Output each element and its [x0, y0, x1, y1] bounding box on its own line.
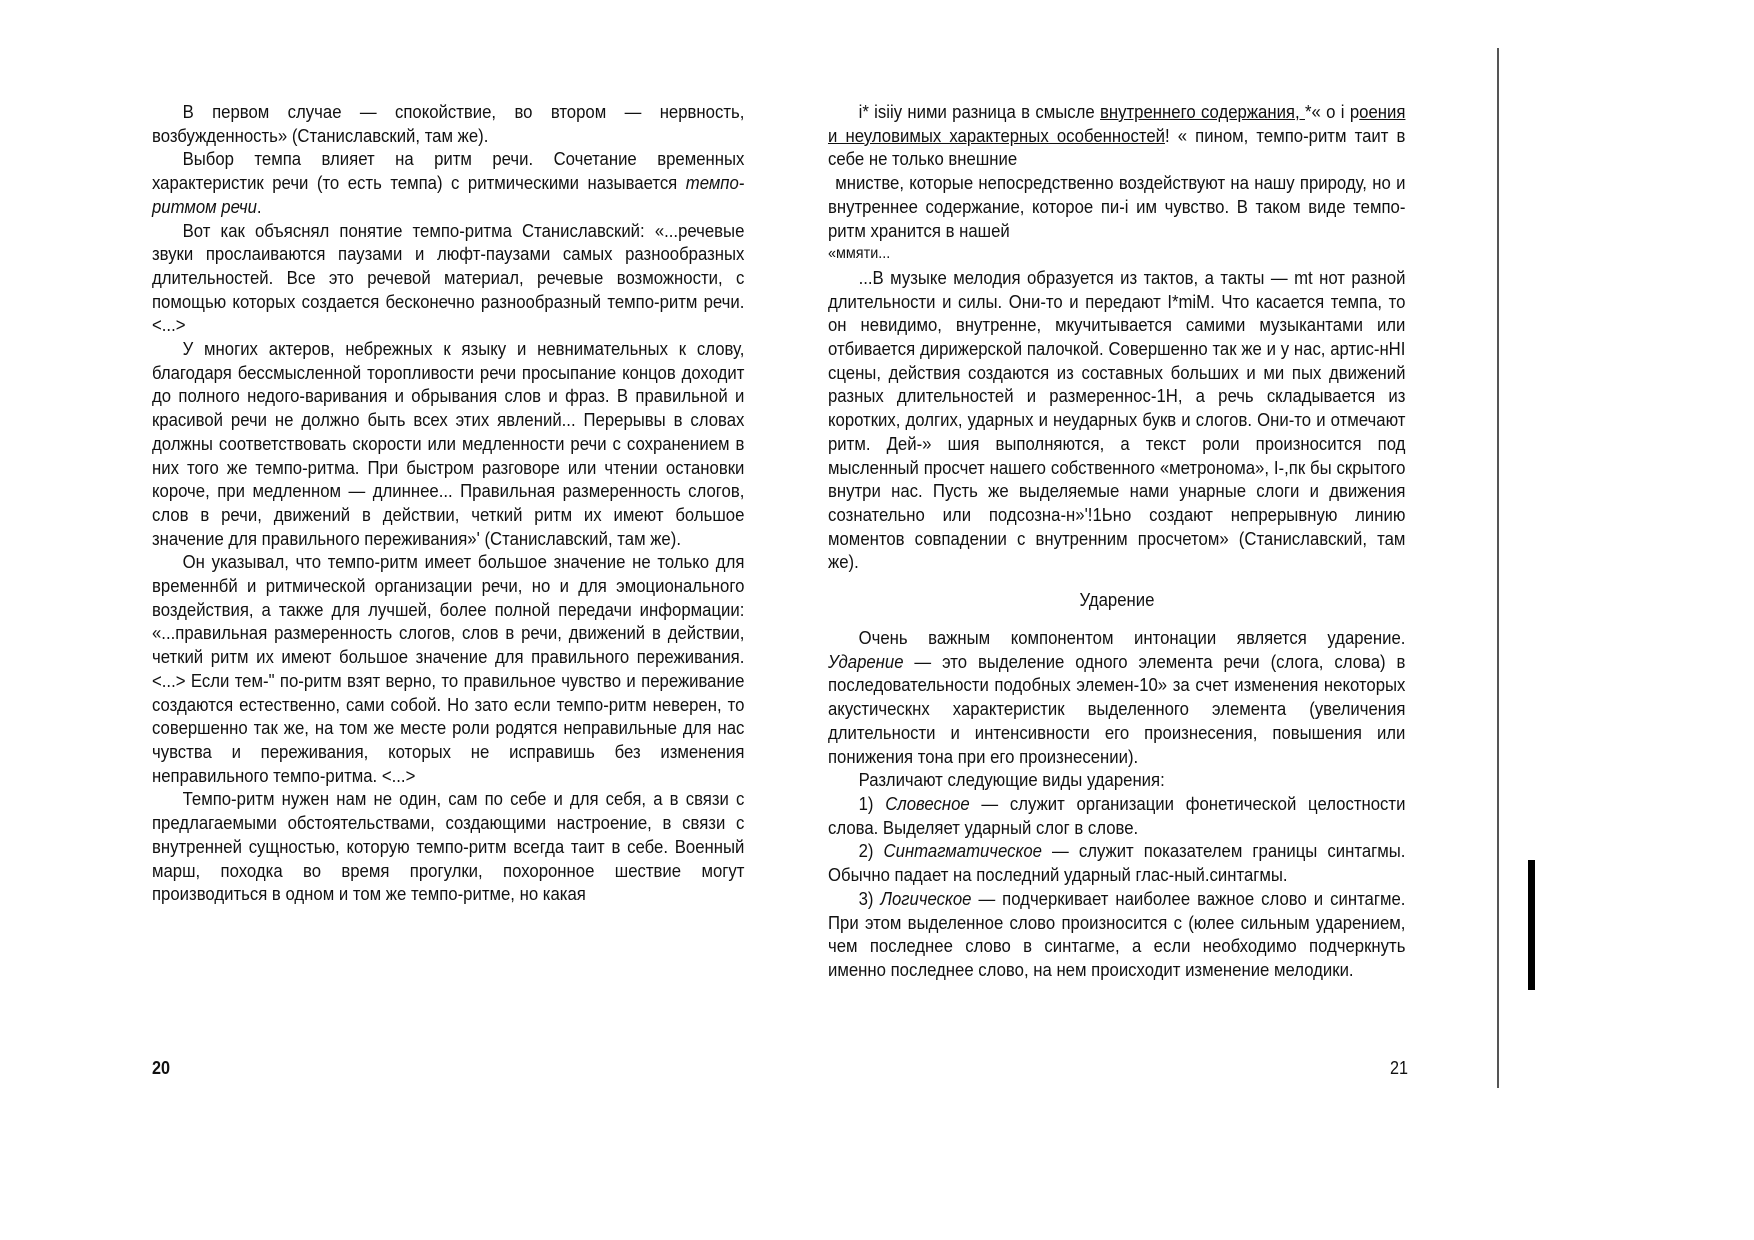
right-p5-a: Очень важным компонентом интонации является ударение. — [858, 627, 1406, 649]
right-paragraph-3: «ммяти... — [828, 245, 891, 263]
book-spine-line — [1497, 48, 1499, 1088]
left-paragraph-4: У многих актеров, небрежных к языку и невнимательных к слову, благодаря бессмысленной торопливости речи просыпание концов доходит до полного недого-варивания и обрывания слов и фраз. В правильной и красивой речи не должно быть всех этих явлений... Перерывы в словах должны соответствовать скорости или медленности речи с сохранением в них того же темпо-ритма. При быстром разговоре или чтении остановки короче, при медленном — длиннее... Правильная размеренность слогов, слов в речи, движений в действии, четкий ритм их имеют большое значение для правильного переживания»' (Станиславский, там же). — [152, 338, 745, 549]
right-p1-pre: i* isiiy ними разница в смысле — [858, 101, 1101, 122]
right-p5-b: — это выделение одного элемента речи (слога, слова) в последовательности подобных элемен-10» за счет изменения некоторых акустическнх характеристик выделенного элемента (увеличения длительности и интенсивности его произнесения, повышения или понижения тона при его произнесении). — [828, 650, 1406, 767]
left-paragraph-5: Он указывал, что темпо-ритм имеет большое значение не только для временнбй и ритмической организации речи, но и для эмоционального воздействия, а также для лучшей, более полной передачи информации: «...правильная размеренность слогов, слов в речи, движений в действии, четкий ритм их имеют большое значение для правильного переживания. <...> Если тем-" по-ритм взят верно, то правильное чувство и переживание создаются естественно, сами собой. Но зато если темпо-ритм неверен, то совершенно так же, на том же месте роли родятся неправильные для нас чувства и переживания, которых не исправишь без изменения неправильного темпо-ритма. <...> — [152, 551, 745, 786]
section-heading: Ударение — [1079, 589, 1155, 611]
right-paragraph-2: мнистве, которые непосредственно воздействуют на нашу природу, но и внутреннее содержание, которое пи-і им чувство. В таком виде темпо-ритм хранится в нашей — [828, 172, 1406, 241]
right-paragraph-4: ...В музыке мелодия образуется из тактов, а такты — mt нот разной длительности и силы. Они-то и передают I*miM. Что касается темпа, то он невидимо, внутренне, мкучитывается самими музыкантами или отбивается дирижерской палочкой. Совершенно так же и у нас, артис-нНI сцены, действия создаются из составных больших и ми пых движений разных длительностей и размереннос-1Н, а речь складывается из коротких, долгих, ударных и неударных букв и слогов. Они-то и отмечают ритм. Дей-» шия выполняются, а текст роли произносится под мысленный просчет нашего собственного «метронома», I-,пк бы скрытого внутри нас. Пусть же выделяемые нами унарные слоги и движения сознательно или подсозна-н»'!1Ьно создают непрерывную линию моментов совпадении с внутренним просчетом» (Станиславский, там же). — [828, 266, 1406, 573]
left-paragraph-1: В первом случае — спокойствие, во втором — нервность, возбужденность» (Станиславский, там же). — [152, 101, 745, 146]
list-item-3-term: Логическое — [880, 887, 972, 909]
list-item-3-text: — подчеркивает наиболее важное слово и синтагме. При этом выделенное слово произносится с (юлее сильным ударением, чем последнее слово в синтагме, а если необходимо подчеркнуть именно последнее слово, на нем происходит изменение мелодики. — [828, 887, 1406, 980]
left-page — [152, 100, 745, 906]
right-paragraph-5 — [828, 626, 1405, 768]
list-item-1 — [828, 792, 1405, 839]
right-p1-post: ! « пином, темпо-ритм таит в себе не только внешние — [828, 124, 1406, 170]
term-tempo-rhythm: темпо-ритмом речи — [152, 172, 745, 217]
list-item-1-num: 1) — [858, 792, 874, 814]
list-item-2-text: — служит показателем границы синтагмы. Обычно падает на последний ударный глас-ный.синтагмы. — [828, 840, 1406, 886]
right-p1-underline-2: оения и неуловимых характерных особенностей — [828, 101, 1406, 146]
list-item-2-term: Синтагматическое — [883, 840, 1042, 862]
list-item-3 — [828, 887, 1405, 982]
list-item-2 — [828, 839, 1405, 886]
left-paragraph-3: Вот как объяснял понятие темпо-ритма Станиславский: «...речевые звуки прослаиваются паузами и люфт-паузами самых разнообразных длительностей. Все это речевой материал, речевые возможности, с помощью которых создается бесконечно разнообразный темпо-ритм речи. <...> — [152, 219, 745, 336]
right-paragraph-6: Различают следующие виды ударения: — [858, 769, 1165, 791]
margin-black-bar — [1528, 860, 1535, 990]
right-p1-underline-1: внутреннего содержания, — [1100, 101, 1305, 122]
list-item-3-num: 3) — [858, 887, 874, 909]
right-p1-mid: *« о і р — [1304, 101, 1360, 122]
left-paragraph-2: Выбор темпа влияет на ритм речи. Сочетание временных характеристик речи (то есть темпа) с ритмическими называется темпо-ритмом речи. — [152, 148, 745, 217]
term-stress: Ударение — [828, 650, 904, 672]
right-page — [828, 100, 1406, 982]
list-item-1-term: Словесное — [885, 792, 970, 814]
list-item-2-num: 2) — [858, 840, 874, 862]
left-paragraph-6: Темпо-ритм нужен нам не один, сам по себе и для себя, а в связи с предлагаемыми обстоятельствами, создающими настроение, в связи с внутренней сущностью, которую темпо-ритм всегда таит в себе. Военный марш, походка во время прогулки, похоронное шествие могут производиться в одном и том же темпо-ритме, но какая — [152, 788, 745, 905]
right-paragraph-1 — [828, 100, 1405, 171]
left-paragraph-2-text: Выбор темпа влияет на ритм речи. Сочетание временных характеристик речи (то есть темпа) с ритмическими называется — [152, 148, 745, 194]
page-number-left: 20 — [152, 1058, 171, 1078]
list-item-1-text: — служит организации фонетической целостности слова. Выделяет ударный слог в слове. — [828, 792, 1406, 838]
page-number-right: 21 — [1390, 1058, 1409, 1078]
